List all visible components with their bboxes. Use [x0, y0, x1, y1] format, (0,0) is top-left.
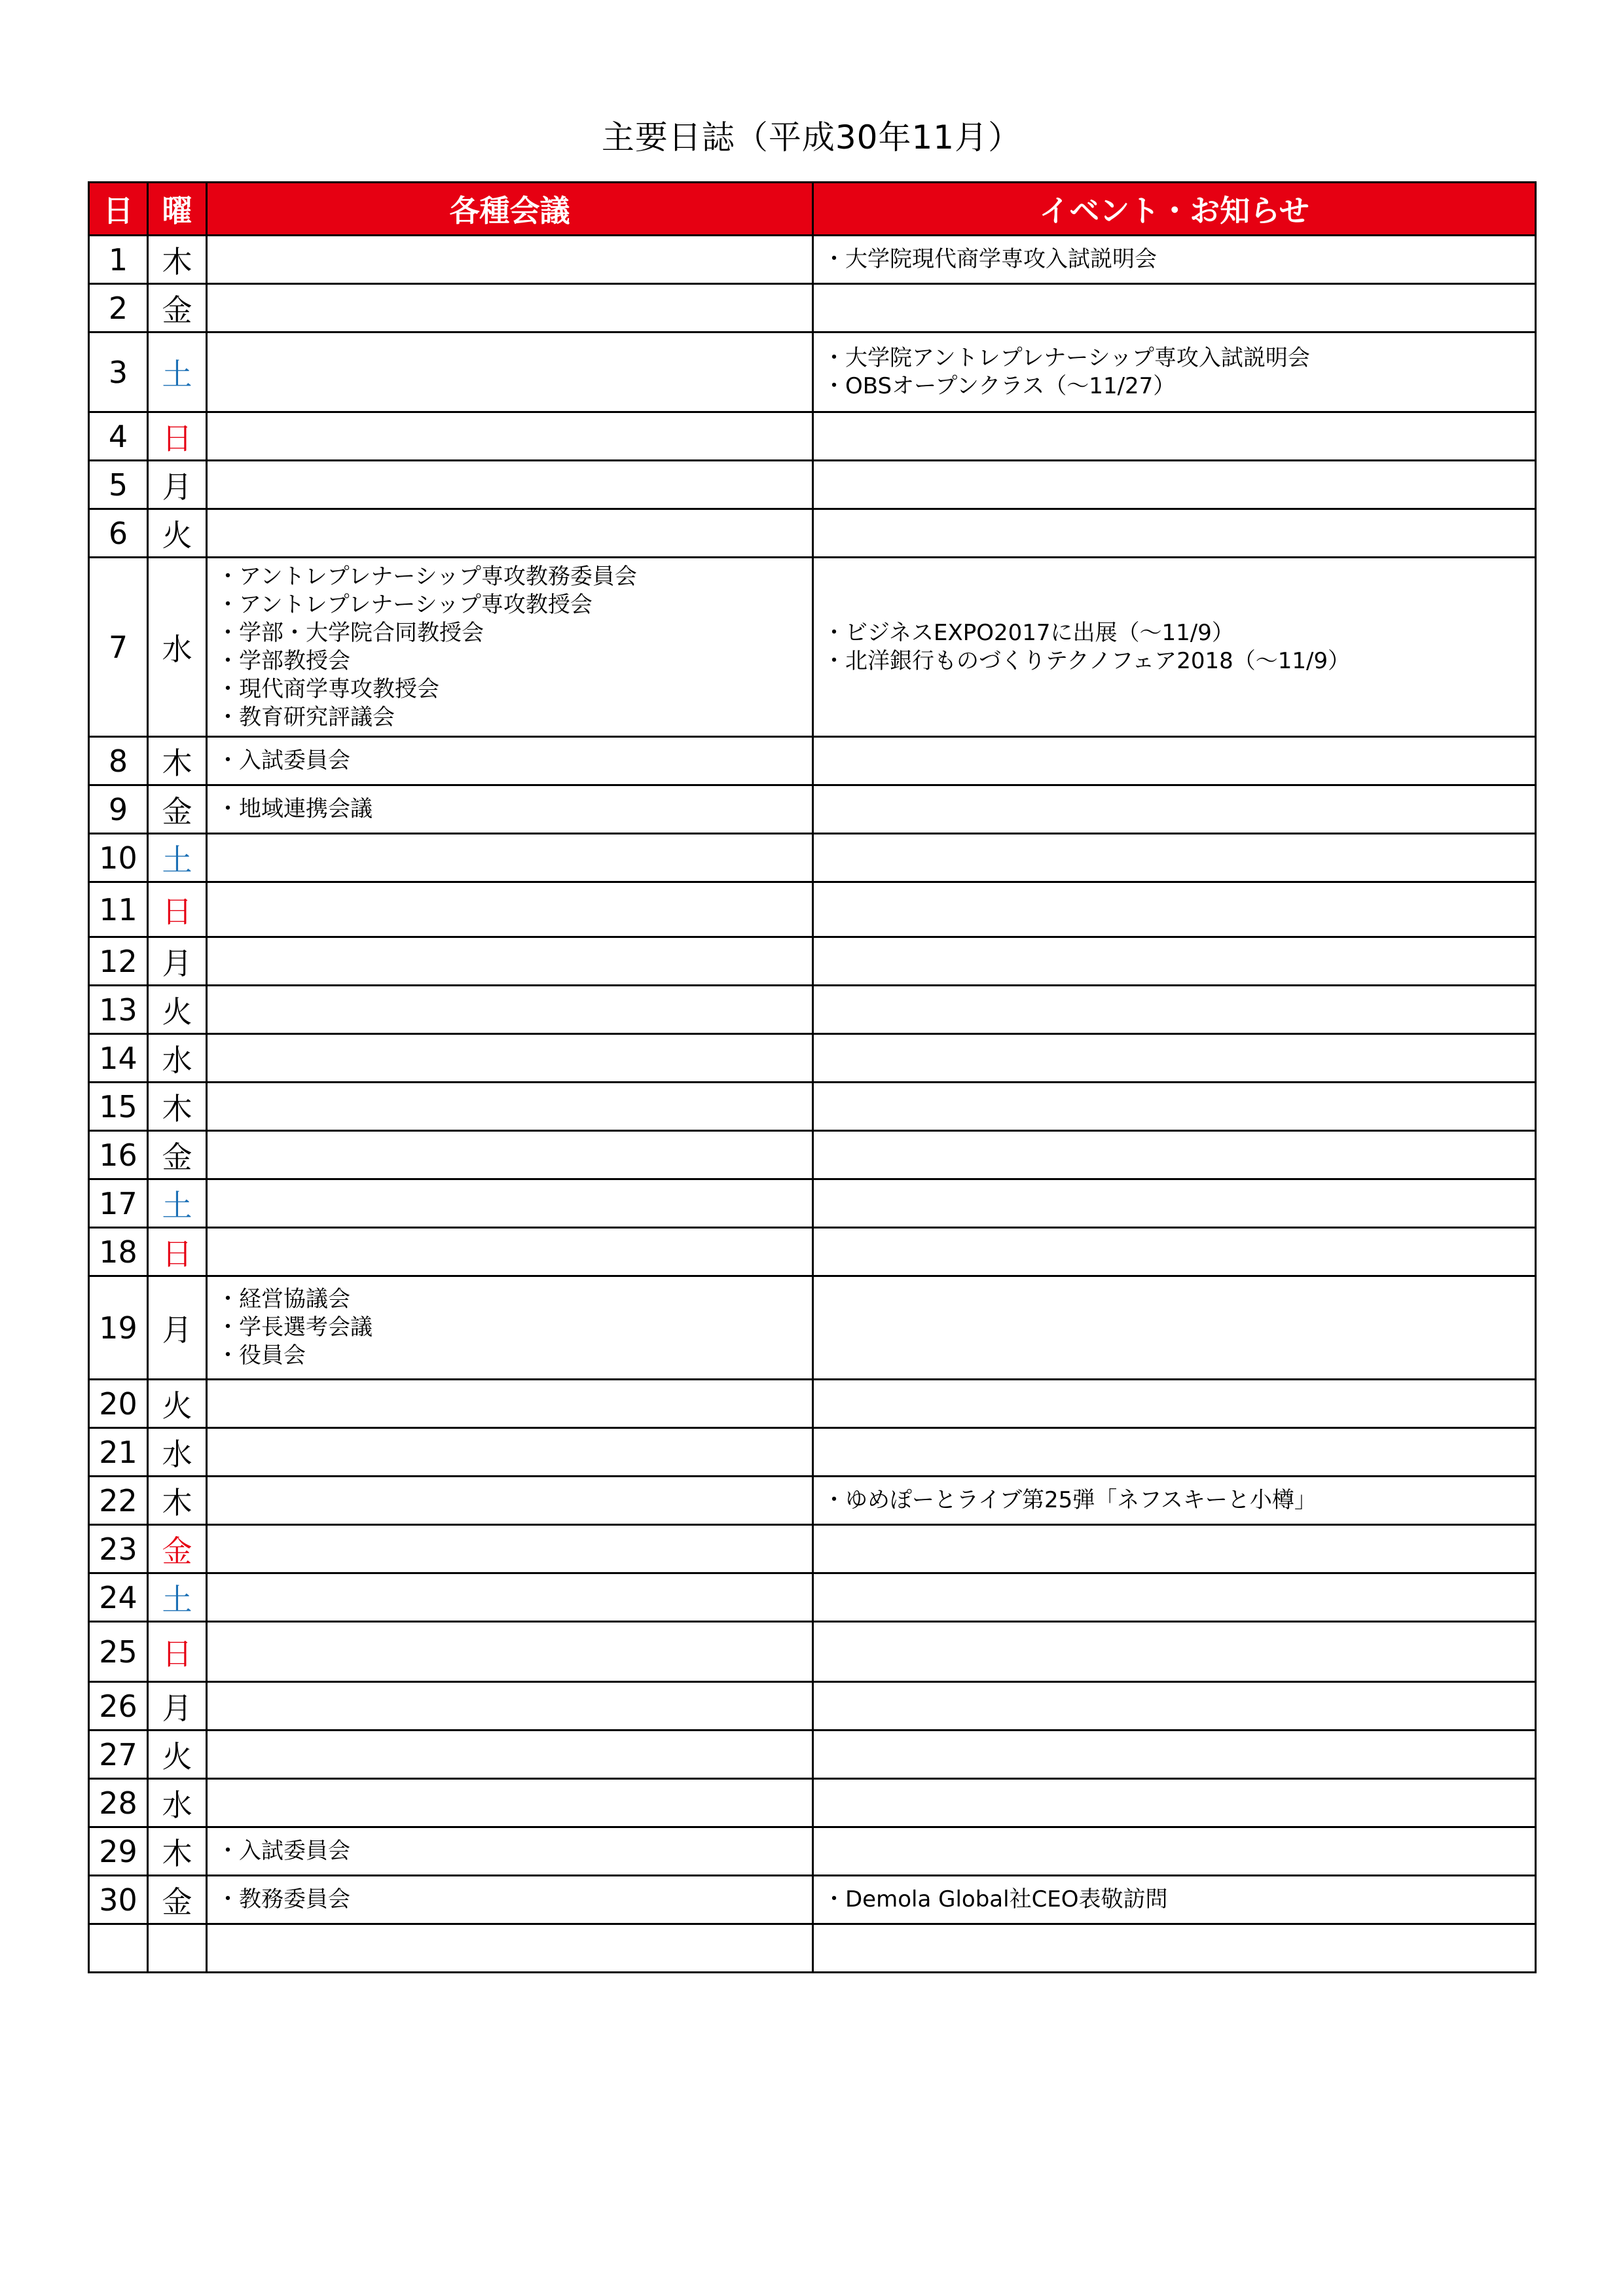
- meetings-cell: [207, 509, 813, 558]
- meeting-item: ・アントレプレナーシップ専攻教授会: [217, 591, 593, 618]
- day-cell: 24: [89, 1573, 148, 1622]
- events-cell: [813, 1276, 1536, 1380]
- meeting-item: ・学長選考会議: [217, 1314, 373, 1340]
- day-cell: 19: [89, 1276, 148, 1380]
- meetings-cell: [207, 882, 813, 937]
- meeting-item: ・役員会: [217, 1342, 306, 1369]
- event-item: ・大学院現代商学専攻入試説明会: [823, 246, 1157, 272]
- table-row: [89, 882, 1536, 937]
- table-row: [89, 1573, 1536, 1622]
- events-cell: [813, 1924, 1536, 1973]
- weekday-cell: 火: [148, 509, 207, 558]
- meetings-cell: [207, 461, 813, 509]
- weekday-cell: 木: [148, 737, 207, 785]
- day-cell: 7: [89, 558, 148, 737]
- meeting-item: ・地域連携会議: [217, 796, 373, 822]
- weekday-cell: 火: [148, 1731, 207, 1779]
- meeting-item: ・教務委員会: [217, 1886, 350, 1912]
- meetings-cell: [207, 1083, 813, 1131]
- meetings-cell: [207, 1131, 813, 1179]
- meetings-cell: [207, 1682, 813, 1731]
- meetings-cell: [207, 1276, 813, 1380]
- meetings-cell: [207, 284, 813, 332]
- table-row: [89, 1131, 1536, 1179]
- table-row: [89, 1179, 1536, 1228]
- events-cell: [813, 1034, 1536, 1083]
- table-row: [89, 1827, 1536, 1876]
- meeting-item: ・入試委員会: [217, 747, 350, 774]
- event-item: ・OBSオープンクラス（～11/27）: [823, 372, 1176, 399]
- events-cell: [813, 1779, 1536, 1827]
- events-cell: [813, 1827, 1536, 1876]
- meetings-cell: [207, 1573, 813, 1622]
- weekday-cell: 火: [148, 986, 207, 1034]
- page-title: 主要日誌（平成30年11月）: [601, 118, 1022, 156]
- weekday-cell: 月: [148, 461, 207, 509]
- weekday-cell: 日: [148, 1622, 207, 1682]
- table-row: [89, 284, 1536, 332]
- day-cell: 26: [89, 1682, 148, 1731]
- events-cell: [813, 1380, 1536, 1428]
- day-cell: 28: [89, 1779, 148, 1827]
- table-row: [89, 1876, 1536, 1924]
- day-cell: 21: [89, 1428, 148, 1477]
- day-cell: 29: [89, 1827, 148, 1876]
- table-row: [89, 1682, 1536, 1731]
- day-cell: 10: [89, 834, 148, 882]
- weekday-cell: 木: [148, 1083, 207, 1131]
- day-cell: 2: [89, 284, 148, 332]
- meeting-item: ・学部教授会: [217, 647, 350, 674]
- events-cell: [813, 1573, 1536, 1622]
- day-cell: 15: [89, 1083, 148, 1131]
- table-row: [89, 1622, 1536, 1682]
- events-cell: [813, 558, 1536, 737]
- weekday-cell: 土: [148, 834, 207, 882]
- weekday-cell: 土: [148, 1573, 207, 1622]
- event-item: ・大学院アントレプレナーシップ専攻入試説明会: [823, 344, 1310, 371]
- table-row: [89, 1477, 1536, 1525]
- table-row: [89, 937, 1536, 986]
- day-cell: 25: [89, 1622, 148, 1682]
- table-row: [89, 1924, 1536, 1973]
- weekday-cell: 水: [148, 1034, 207, 1083]
- header-day: 日: [89, 183, 148, 236]
- events-cell: [813, 834, 1536, 882]
- events-cell: [813, 332, 1536, 412]
- table-row: [89, 1428, 1536, 1477]
- meetings-cell: [207, 1622, 813, 1682]
- meetings-cell: [207, 1034, 813, 1083]
- table-row: [89, 558, 1536, 737]
- weekday-cell: 月: [148, 1682, 207, 1731]
- table-row: [89, 737, 1536, 785]
- table-row: [89, 1525, 1536, 1573]
- table-row: [89, 236, 1536, 284]
- header-events: イベント・お知らせ: [813, 183, 1536, 236]
- table-row: [89, 1731, 1536, 1779]
- weekday-cell: 日: [148, 1228, 207, 1276]
- meeting-item: ・アントレプレナーシップ専攻教務委員会: [217, 563, 637, 590]
- events-cell: [813, 1428, 1536, 1477]
- table-row: [89, 1779, 1536, 1827]
- meetings-cell: [207, 737, 813, 785]
- weekday-cell: 金: [148, 1525, 207, 1573]
- table-row: [89, 461, 1536, 509]
- day-cell: 30: [89, 1876, 148, 1924]
- weekday-cell: 水: [148, 1779, 207, 1827]
- event-item: ・Demola Global社CEO表敬訪問: [823, 1886, 1168, 1912]
- weekday-cell: 金: [148, 785, 207, 834]
- meetings-cell: [207, 412, 813, 461]
- meetings-cell: [207, 785, 813, 834]
- day-cell: 6: [89, 509, 148, 558]
- weekday-cell: 木: [148, 236, 207, 284]
- day-cell: 23: [89, 1525, 148, 1573]
- weekday-cell: [148, 1924, 207, 1973]
- events-cell: [813, 1083, 1536, 1131]
- table-row: [89, 509, 1536, 558]
- meetings-cell: [207, 236, 813, 284]
- meetings-cell: [207, 1228, 813, 1276]
- meeting-item: ・教育研究評議会: [217, 704, 395, 730]
- day-cell: 18: [89, 1228, 148, 1276]
- weekday-cell: 月: [148, 937, 207, 986]
- weekday-cell: 水: [148, 558, 207, 737]
- table-header-row: [89, 183, 1536, 236]
- meetings-cell: [207, 834, 813, 882]
- day-cell: 17: [89, 1179, 148, 1228]
- events-cell: [813, 509, 1536, 558]
- meetings-cell: [207, 1731, 813, 1779]
- events-cell: [813, 986, 1536, 1034]
- events-cell: [813, 236, 1536, 284]
- events-cell: [813, 1477, 1536, 1525]
- day-cell: 3: [89, 332, 148, 412]
- events-cell: [813, 737, 1536, 785]
- events-cell: [813, 937, 1536, 986]
- meeting-item: ・現代商学専攻教授会: [217, 675, 439, 702]
- table-row: [89, 332, 1536, 412]
- meetings-cell: [207, 332, 813, 412]
- weekday-cell: 水: [148, 1428, 207, 1477]
- events-cell: [813, 412, 1536, 461]
- weekday-cell: 金: [148, 1876, 207, 1924]
- table-row: [89, 1034, 1536, 1083]
- day-cell: 27: [89, 1731, 148, 1779]
- day-cell: 9: [89, 785, 148, 834]
- day-cell: [89, 1924, 148, 1973]
- weekday-cell: 土: [148, 1179, 207, 1228]
- events-cell: [813, 1876, 1536, 1924]
- events-cell: [813, 284, 1536, 332]
- events-cell: [813, 1525, 1536, 1573]
- weekday-cell: 木: [148, 1827, 207, 1876]
- table-body: [89, 236, 1536, 1973]
- events-cell: [813, 1622, 1536, 1682]
- event-item: ・ビジネスEXPO2017に出展（～11/9）: [823, 619, 1234, 646]
- meeting-item: ・入試委員会: [217, 1838, 350, 1864]
- weekday-cell: 日: [148, 882, 207, 937]
- day-cell: 4: [89, 412, 148, 461]
- table-row: [89, 412, 1536, 461]
- calendar-table: [88, 181, 1537, 1973]
- meeting-item: ・学部・大学院合同教授会: [217, 619, 484, 646]
- event-item: ・北洋銀行ものづくりテクノフェア2018（～11/9）: [823, 647, 1351, 674]
- day-cell: 1: [89, 236, 148, 284]
- table-row: [89, 1276, 1536, 1380]
- events-cell: [813, 1179, 1536, 1228]
- weekday-cell: 金: [148, 1131, 207, 1179]
- event-item: ・ゆめぽーとライブ第25弾「ネフスキーと小樽」: [823, 1487, 1317, 1513]
- day-cell: 13: [89, 986, 148, 1034]
- meetings-cell: [207, 558, 813, 737]
- events-cell: [813, 882, 1536, 937]
- meetings-cell: [207, 986, 813, 1034]
- weekday-cell: 月: [148, 1276, 207, 1380]
- meetings-cell: [207, 1428, 813, 1477]
- events-cell: [813, 461, 1536, 509]
- events-cell: [813, 1731, 1536, 1779]
- table-row: [89, 1228, 1536, 1276]
- events-cell: [813, 1131, 1536, 1179]
- day-cell: 12: [89, 937, 148, 986]
- meetings-cell: [207, 1876, 813, 1924]
- weekday-cell: 土: [148, 332, 207, 412]
- day-cell: 22: [89, 1477, 148, 1525]
- meetings-cell: [207, 1779, 813, 1827]
- meetings-cell: [207, 1380, 813, 1428]
- meetings-cell: [207, 1477, 813, 1525]
- meetings-cell: [207, 1525, 813, 1573]
- table-row: [89, 1083, 1536, 1131]
- weekday-cell: 金: [148, 284, 207, 332]
- meetings-cell: [207, 937, 813, 986]
- table-row: [89, 986, 1536, 1034]
- events-cell: [813, 785, 1536, 834]
- day-cell: 11: [89, 882, 148, 937]
- meetings-cell: [207, 1179, 813, 1228]
- day-cell: 14: [89, 1034, 148, 1083]
- meetings-cell: [207, 1924, 813, 1973]
- table-row: [89, 1380, 1536, 1428]
- day-cell: 16: [89, 1131, 148, 1179]
- events-cell: [813, 1228, 1536, 1276]
- meetings-cell: [207, 1827, 813, 1876]
- weekday-cell: 火: [148, 1380, 207, 1428]
- table-row: [89, 834, 1536, 882]
- weekday-cell: 日: [148, 412, 207, 461]
- day-cell: 5: [89, 461, 148, 509]
- header-weekday: 曜: [148, 183, 207, 236]
- table-row: [89, 785, 1536, 834]
- header-meetings: 各種会議: [207, 183, 813, 236]
- weekday-cell: 木: [148, 1477, 207, 1525]
- day-cell: 20: [89, 1380, 148, 1428]
- day-cell: 8: [89, 737, 148, 785]
- meeting-item: ・経営協議会: [217, 1286, 350, 1312]
- events-cell: [813, 1682, 1536, 1731]
